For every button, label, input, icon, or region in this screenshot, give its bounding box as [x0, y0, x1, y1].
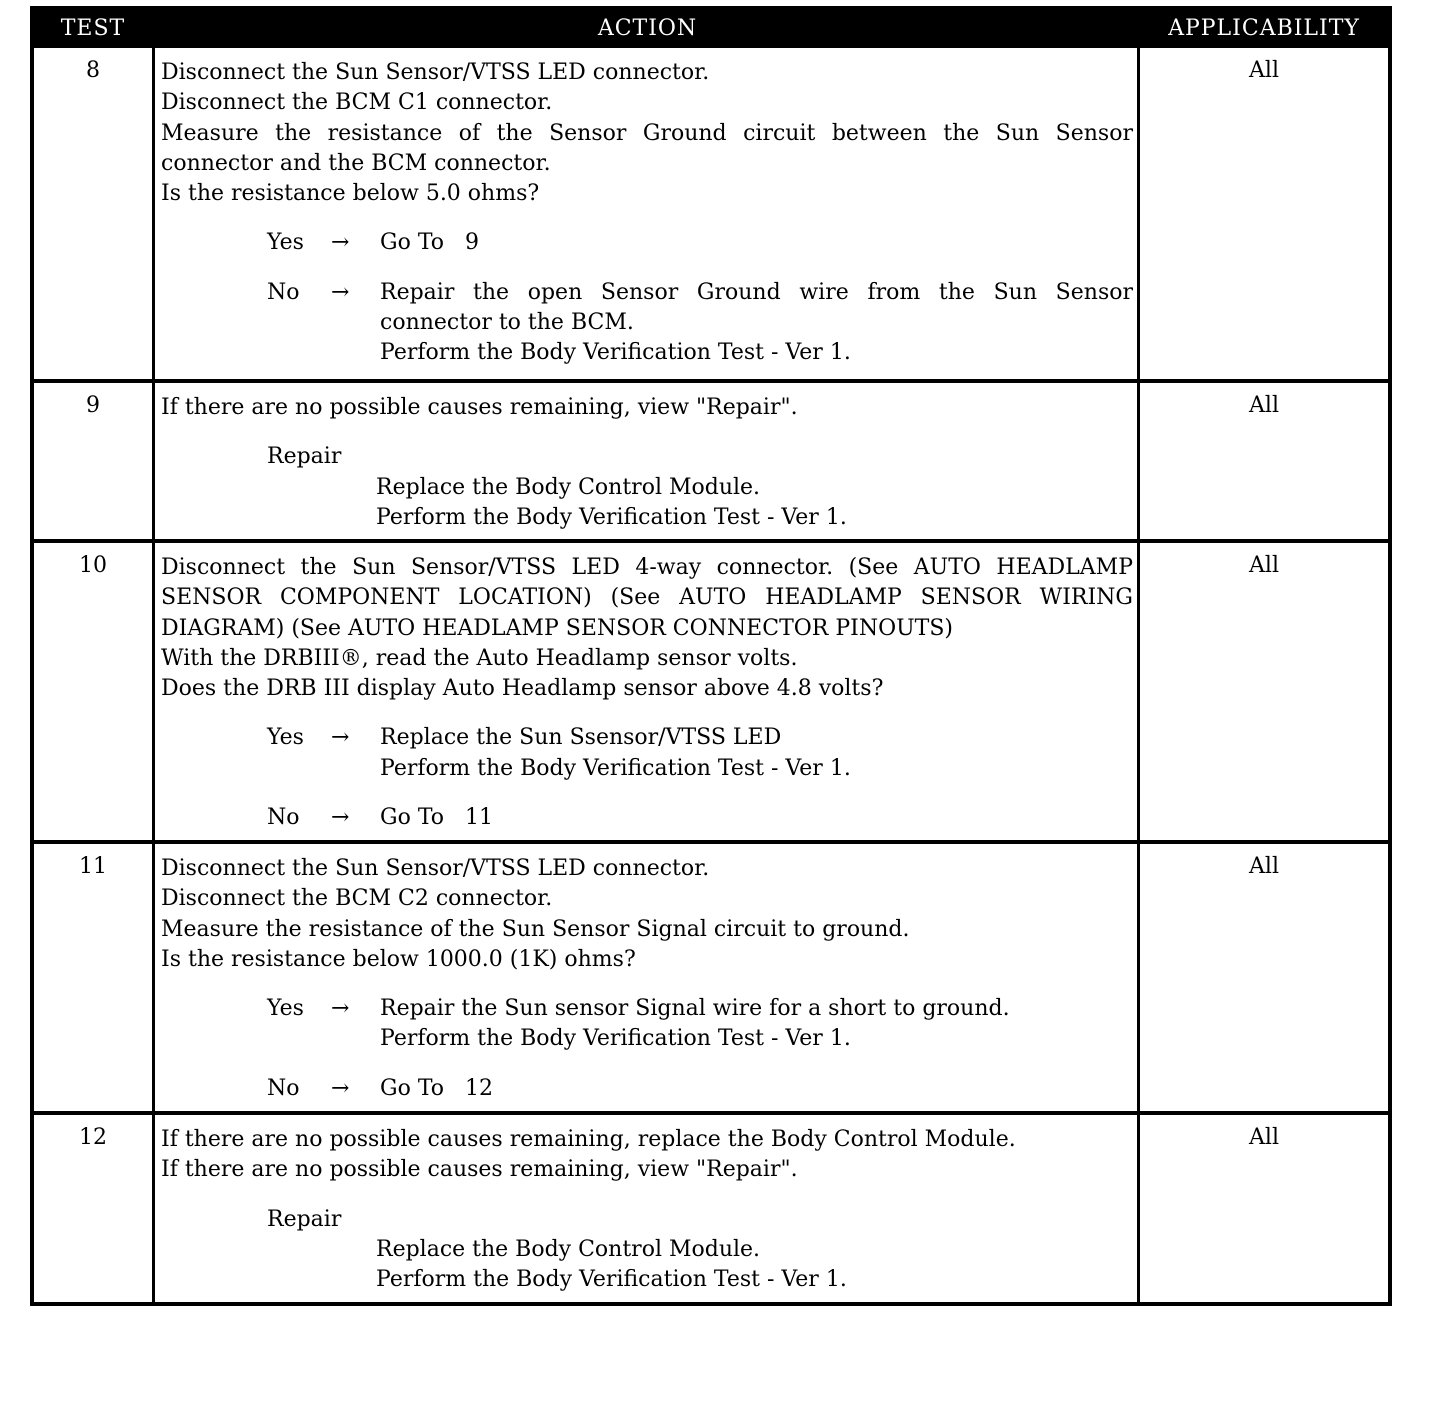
action-line: If there are no possible causes remaining, view "Repair".	[161, 395, 798, 420]
repair-line: Replace the Body Control Module.	[376, 474, 761, 500]
repair-line: Perform the Body Verification Test - Ver 1.	[376, 504, 847, 530]
action-line: Disconnect the Sun Sensor/VTSS LED 4-way connector. (See AUTO HEADLAMP SENSOR COMPONENT LOCATION) (See AUTO HEADLAMP SENSOR WIRING DIAGRAM) (See AUTO HEADLAMP SENSOR CONNECTOR PINOUTS)	[161, 555, 1133, 641]
applicability-value: All	[1249, 854, 1279, 879]
table-row	[34, 379, 1388, 543]
header-action: ACTION	[597, 16, 698, 41]
action-line: Is the resistance below 5.0 ohms?	[161, 181, 540, 207]
header-test: TEST	[60, 16, 126, 41]
applicability-value: All	[1249, 393, 1279, 418]
action-cell	[161, 553, 1133, 833]
no-result: Go To 11	[380, 805, 493, 831]
action-line: Disconnect the BCM C2 connector.	[161, 886, 553, 912]
no-branch	[161, 278, 1133, 369]
action-line: Does the DRB III display Auto Headlamp sensor above 4.8 volts?	[161, 676, 884, 702]
arrow-icon: →	[331, 279, 350, 305]
applicability-value: All	[1249, 58, 1279, 83]
repair-line: Replace the Body Control Module.	[376, 1236, 761, 1262]
table-row	[34, 48, 1388, 383]
yes-label: Yes	[267, 230, 304, 256]
no-result: Go To 12	[380, 1075, 493, 1101]
action-line: With the DRBIII®, read the Auto Headlamp sensor volts.	[161, 645, 798, 671]
action-line: Disconnect the Sun Sensor/VTSS LED connector.	[161, 60, 710, 85]
no-branch	[161, 803, 1133, 833]
yes-branch	[161, 228, 1133, 258]
action-line: If there are no possible causes remaining, view "Repair".	[161, 1157, 798, 1183]
yes-result: Go To 9	[380, 230, 479, 256]
yes-result: Perform the Body Verification Test - Ver 1.	[380, 755, 851, 781]
repair-label: Repair	[267, 444, 342, 470]
action-line: Measure the resistance of the Sun Sensor Signal circuit to ground.	[161, 916, 910, 942]
header-applicability: APPLICABILITY	[1168, 16, 1360, 41]
no-result: Perform the Body Verification Test - Ver 1.	[380, 340, 851, 366]
yes-branch	[161, 723, 1133, 784]
arrow-icon: →	[331, 996, 350, 1022]
table-row	[34, 539, 1388, 844]
yes-label: Yes	[267, 725, 304, 751]
diagnostic-table	[30, 6, 1392, 1306]
no-label: No	[267, 279, 300, 305]
yes-result: Perform the Body Verification Test - Ver 1.	[380, 1026, 851, 1052]
yes-label: Yes	[267, 996, 304, 1022]
action-line: Is the resistance below 1000.0 (1K) ohms?	[161, 946, 636, 972]
table-row	[34, 840, 1388, 1115]
test-number: 8	[86, 58, 100, 83]
action-cell	[161, 854, 1133, 1104]
action-line: Disconnect the BCM C1 connector.	[161, 90, 553, 116]
action-line: Disconnect the Sun Sensor/VTSS LED connector.	[161, 856, 710, 881]
table-row	[34, 1111, 1388, 1302]
test-number: 11	[79, 854, 107, 879]
arrow-icon: →	[331, 1075, 350, 1101]
yes-branch	[161, 994, 1133, 1055]
test-number: 9	[86, 393, 100, 418]
action-cell	[161, 1125, 1133, 1295]
no-branch	[161, 1074, 1133, 1104]
arrow-icon: →	[331, 230, 350, 256]
table-header	[34, 10, 1388, 48]
no-label: No	[267, 805, 300, 831]
repair-label: Repair	[267, 1206, 342, 1232]
arrow-icon: →	[331, 725, 350, 751]
no-label: No	[267, 1075, 300, 1101]
action-cell	[161, 393, 1133, 533]
action-line: If there are no possible causes remaining, replace the Body Control Module.	[161, 1127, 1016, 1152]
arrow-icon: →	[331, 805, 350, 831]
test-number: 12	[79, 1125, 107, 1150]
applicability-value: All	[1249, 553, 1279, 578]
action-line: Measure the resistance of the Sensor Ground circuit between the Sun Sensor connector and the BCM connector.	[161, 120, 1133, 176]
test-number: 10	[79, 553, 107, 578]
applicability-value: All	[1249, 1125, 1279, 1150]
yes-result: Repair the Sun sensor Signal wire for a short to ground.	[380, 996, 1010, 1022]
repair-line: Perform the Body Verification Test - Ver 1.	[376, 1267, 847, 1293]
action-cell	[161, 58, 1133, 369]
no-result: Repair the open Sensor Ground wire from the Sun Sensor connector to the BCM.	[380, 279, 1133, 336]
yes-result: Replace the Sun Ssensor/VTSS LED	[380, 725, 782, 751]
